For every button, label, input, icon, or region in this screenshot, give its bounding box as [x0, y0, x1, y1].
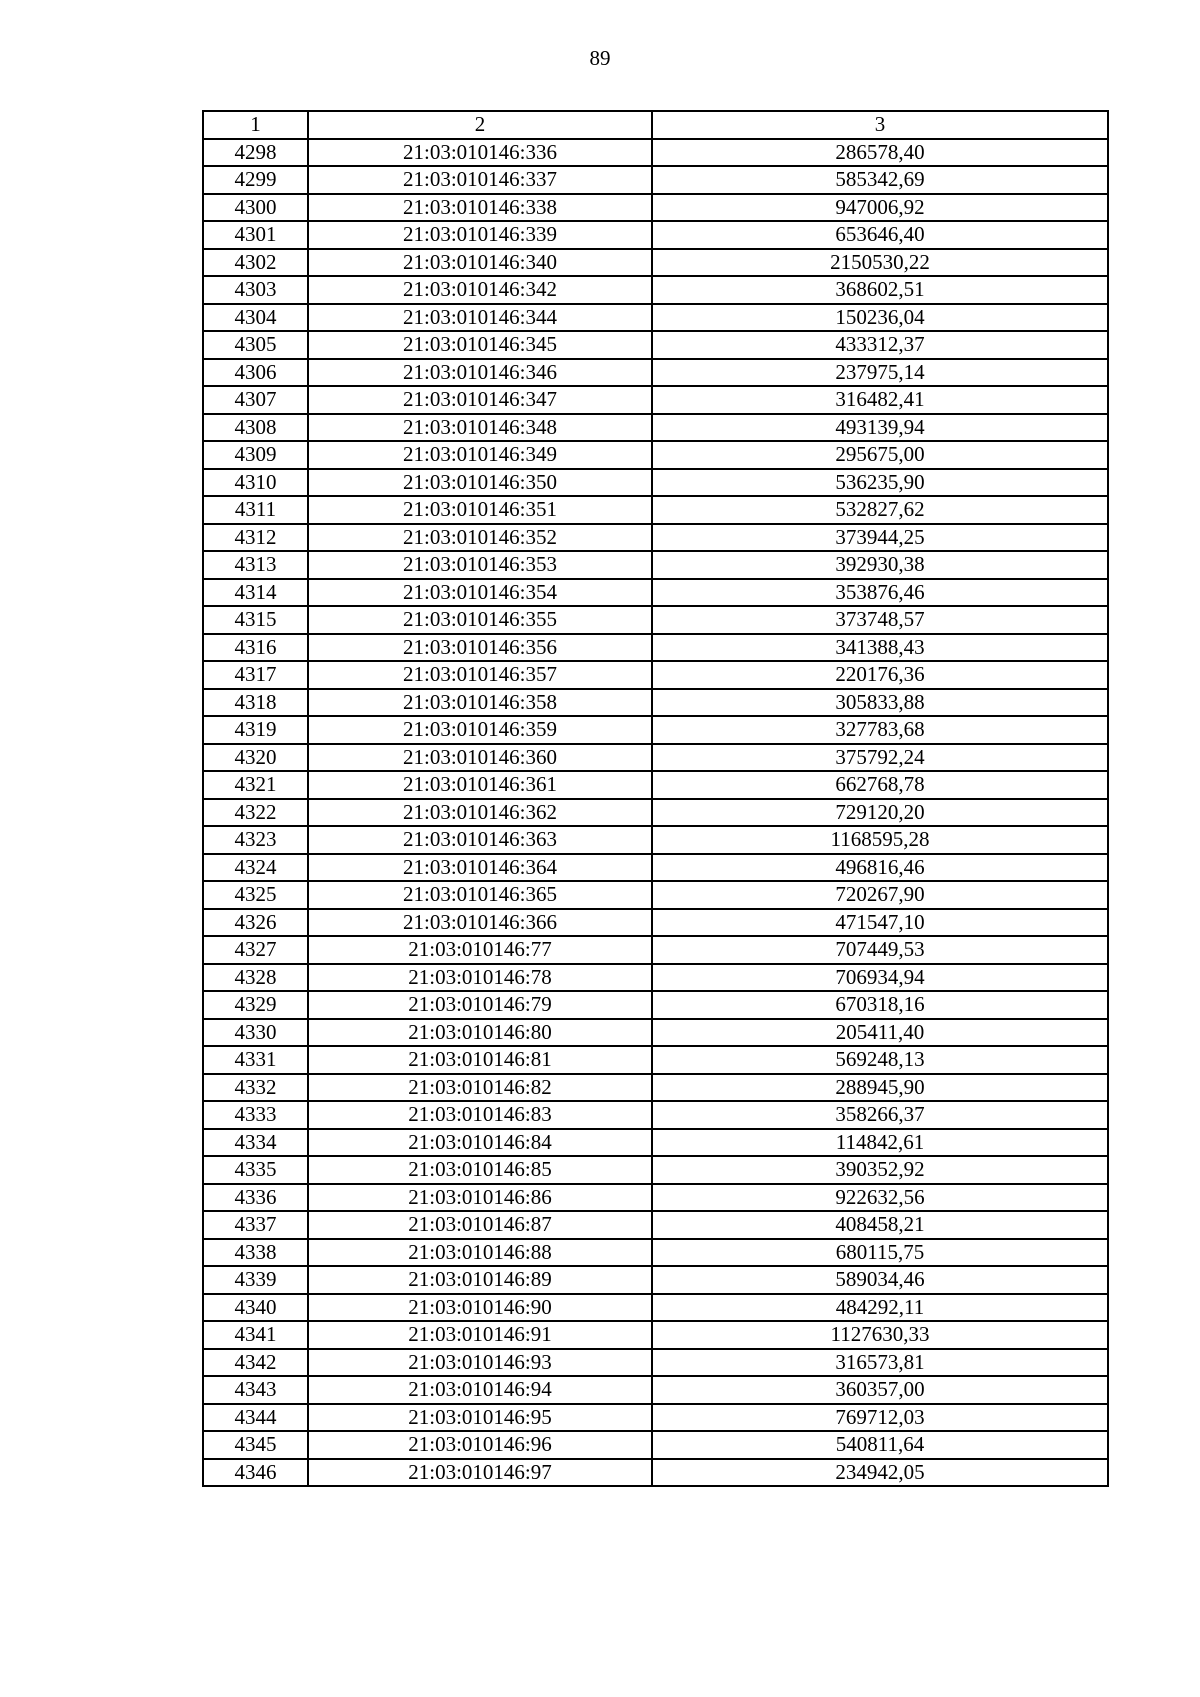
cadastral-number-cell: 21:03:010146:348 — [308, 414, 652, 442]
cadastral-number-cell: 21:03:010146:90 — [308, 1294, 652, 1322]
table-row — [203, 469, 1108, 497]
cadastral-number-cell: 21:03:010146:364 — [308, 854, 652, 882]
table-row — [203, 1239, 1108, 1267]
cadastral-value-cell: 720267,90 — [652, 881, 1108, 909]
table-row — [203, 1376, 1108, 1404]
row-number-cell: 4338 — [203, 1239, 308, 1267]
row-number-cell: 4312 — [203, 524, 308, 552]
cadastral-value-cell: 353876,46 — [652, 579, 1108, 607]
row-number-cell: 4300 — [203, 194, 308, 222]
table-row — [203, 1321, 1108, 1349]
cadastral-value-cell: 234942,05 — [652, 1459, 1108, 1487]
cadastral-number-cell: 21:03:010146:345 — [308, 331, 652, 359]
row-number-cell: 4344 — [203, 1404, 308, 1432]
cadastral-value-cell: 729120,20 — [652, 799, 1108, 827]
row-number-cell: 4323 — [203, 826, 308, 854]
table-row — [203, 661, 1108, 689]
row-number-cell: 4339 — [203, 1266, 308, 1294]
table-row — [203, 606, 1108, 634]
table-row — [203, 1074, 1108, 1102]
cadastral-value-cell: 288945,90 — [652, 1074, 1108, 1102]
cadastral-number-cell: 21:03:010146:337 — [308, 166, 652, 194]
cadastral-value-cell: 286578,40 — [652, 139, 1108, 167]
row-number-cell: 4310 — [203, 469, 308, 497]
table-header-row — [203, 111, 1108, 139]
table-row — [203, 331, 1108, 359]
table-row — [203, 579, 1108, 607]
row-number-cell: 4302 — [203, 249, 308, 277]
table-row — [203, 1184, 1108, 1212]
cadastral-value-cell: 205411,40 — [652, 1019, 1108, 1047]
row-number-cell: 4341 — [203, 1321, 308, 1349]
cadastral-value-cell: 585342,69 — [652, 166, 1108, 194]
cadastral-value-cell: 662768,78 — [652, 771, 1108, 799]
cadastral-value-cell: 922632,56 — [652, 1184, 1108, 1212]
cadastral-number-cell: 21:03:010146:355 — [308, 606, 652, 634]
cadastral-value-cell: 1168595,28 — [652, 826, 1108, 854]
cadastral-value-cell: 408458,21 — [652, 1211, 1108, 1239]
table-row — [203, 1101, 1108, 1129]
row-number-cell: 4328 — [203, 964, 308, 992]
row-number-cell: 4327 — [203, 936, 308, 964]
cadastral-number-cell: 21:03:010146:365 — [308, 881, 652, 909]
cadastral-value-cell: 237975,14 — [652, 359, 1108, 387]
table-row — [203, 716, 1108, 744]
row-number-cell: 4319 — [203, 716, 308, 744]
cadastral-value-cell: 358266,37 — [652, 1101, 1108, 1129]
cadastral-value-cell: 373944,25 — [652, 524, 1108, 552]
cadastral-number-cell: 21:03:010146:351 — [308, 496, 652, 524]
table-row — [203, 414, 1108, 442]
cadastral-number-cell: 21:03:010146:84 — [308, 1129, 652, 1157]
cadastral-value-cell: 493139,94 — [652, 414, 1108, 442]
row-number-cell: 4334 — [203, 1129, 308, 1157]
table-row — [203, 1294, 1108, 1322]
cadastral-number-cell: 21:03:010146:354 — [308, 579, 652, 607]
table-row — [203, 771, 1108, 799]
table-row — [203, 744, 1108, 772]
table-row — [203, 496, 1108, 524]
row-number-cell: 4342 — [203, 1349, 308, 1377]
table-row — [203, 1211, 1108, 1239]
row-number-cell: 4308 — [203, 414, 308, 442]
cadastral-value-cell: 589034,46 — [652, 1266, 1108, 1294]
cadastral-value-cell: 706934,94 — [652, 964, 1108, 992]
row-number-cell: 4313 — [203, 551, 308, 579]
cadastral-number-cell: 21:03:010146:342 — [308, 276, 652, 304]
row-number-cell: 4299 — [203, 166, 308, 194]
cadastral-value-cell: 316573,81 — [652, 1349, 1108, 1377]
cadastral-number-cell: 21:03:010146:349 — [308, 441, 652, 469]
cadastral-value-cell: 496816,46 — [652, 854, 1108, 882]
row-number-cell: 4330 — [203, 1019, 308, 1047]
table-row — [203, 1431, 1108, 1459]
cadastral-number-cell: 21:03:010146:363 — [308, 826, 652, 854]
cadastral-number-cell: 21:03:010146:95 — [308, 1404, 652, 1432]
row-number-cell: 4303 — [203, 276, 308, 304]
cadastral-value-cell: 295675,00 — [652, 441, 1108, 469]
cadastral-value-cell: 471547,10 — [652, 909, 1108, 937]
cadastral-value-cell: 670318,16 — [652, 991, 1108, 1019]
cadastral-value-cell: 680115,75 — [652, 1239, 1108, 1267]
cadastral-value-cell: 540811,64 — [652, 1431, 1108, 1459]
row-number-cell: 4333 — [203, 1101, 308, 1129]
table-row — [203, 1266, 1108, 1294]
cadastral-number-cell: 21:03:010146:350 — [308, 469, 652, 497]
row-number-cell: 4325 — [203, 881, 308, 909]
cadastral-number-cell: 21:03:010146:338 — [308, 194, 652, 222]
cadastral-number-cell: 21:03:010146:79 — [308, 991, 652, 1019]
row-number-cell: 4307 — [203, 386, 308, 414]
row-number-cell: 4321 — [203, 771, 308, 799]
table-row — [203, 1046, 1108, 1074]
cadastral-number-cell: 21:03:010146:97 — [308, 1459, 652, 1487]
table-row — [203, 139, 1108, 167]
table-row — [203, 936, 1108, 964]
table-row — [203, 799, 1108, 827]
cadastral-number-cell: 21:03:010146:77 — [308, 936, 652, 964]
row-number-cell: 4337 — [203, 1211, 308, 1239]
cadastral-number-cell: 21:03:010146:340 — [308, 249, 652, 277]
row-number-cell: 4314 — [203, 579, 308, 607]
cadastral-value-cell: 433312,37 — [652, 331, 1108, 359]
column-header: 1 — [203, 111, 308, 139]
table-row — [203, 1019, 1108, 1047]
cadastral-number-cell: 21:03:010146:362 — [308, 799, 652, 827]
table-row — [203, 1129, 1108, 1157]
cadastral-number-cell: 21:03:010146:85 — [308, 1156, 652, 1184]
table-row — [203, 854, 1108, 882]
row-number-cell: 4332 — [203, 1074, 308, 1102]
table-row — [203, 1349, 1108, 1377]
row-number-cell: 4320 — [203, 744, 308, 772]
cadastral-value-cell: 1127630,33 — [652, 1321, 1108, 1349]
table-row — [203, 881, 1108, 909]
cadastral-number-cell: 21:03:010146:83 — [308, 1101, 652, 1129]
table-row — [203, 441, 1108, 469]
cadastral-value-cell: 2150530,22 — [652, 249, 1108, 277]
cadastral-number-cell: 21:03:010146:356 — [308, 634, 652, 662]
table-row — [203, 166, 1108, 194]
row-number-cell: 4306 — [203, 359, 308, 387]
cadastral-number-cell: 21:03:010146:93 — [308, 1349, 652, 1377]
row-number-cell: 4311 — [203, 496, 308, 524]
row-number-cell: 4336 — [203, 1184, 308, 1212]
cadastral-number-cell: 21:03:010146:357 — [308, 661, 652, 689]
cadastral-number-cell: 21:03:010146:344 — [308, 304, 652, 332]
row-number-cell: 4315 — [203, 606, 308, 634]
column-header: 2 — [308, 111, 652, 139]
cadastral-value-cell: 390352,92 — [652, 1156, 1108, 1184]
row-number-cell: 4305 — [203, 331, 308, 359]
cadastral-number-cell: 21:03:010146:336 — [308, 139, 652, 167]
cadastral-value-cell: 484292,11 — [652, 1294, 1108, 1322]
cadastral-number-cell: 21:03:010146:88 — [308, 1239, 652, 1267]
row-number-cell: 4324 — [203, 854, 308, 882]
cadastral-value-cell: 707449,53 — [652, 936, 1108, 964]
table-row — [203, 221, 1108, 249]
cadastral-value-cell: 368602,51 — [652, 276, 1108, 304]
row-number-cell: 4322 — [203, 799, 308, 827]
table-row — [203, 551, 1108, 579]
table-body — [203, 139, 1108, 1487]
table-row — [203, 1156, 1108, 1184]
page-number: 89 — [589, 46, 611, 70]
cadastral-number-cell: 21:03:010146:346 — [308, 359, 652, 387]
cadastral-value-cell: 375792,24 — [652, 744, 1108, 772]
table-row — [203, 194, 1108, 222]
cadastral-number-cell: 21:03:010146:339 — [308, 221, 652, 249]
row-number-cell: 4301 — [203, 221, 308, 249]
cadastral-number-cell: 21:03:010146:78 — [308, 964, 652, 992]
table-row — [203, 359, 1108, 387]
row-number-cell: 4316 — [203, 634, 308, 662]
cadastral-value-table — [202, 110, 1109, 1487]
table-row — [203, 276, 1108, 304]
row-number-cell: 4318 — [203, 689, 308, 717]
cadastral-number-cell: 21:03:010146:91 — [308, 1321, 652, 1349]
table-row — [203, 1459, 1108, 1487]
row-number-cell: 4343 — [203, 1376, 308, 1404]
table-row — [203, 826, 1108, 854]
cadastral-number-cell: 21:03:010146:89 — [308, 1266, 652, 1294]
cadastral-number-cell: 21:03:010146:87 — [308, 1211, 652, 1239]
cadastral-value-cell: 532827,62 — [652, 496, 1108, 524]
row-number-cell: 4317 — [203, 661, 308, 689]
table-row — [203, 909, 1108, 937]
cadastral-value-cell: 373748,57 — [652, 606, 1108, 634]
cadastral-value-cell: 305833,88 — [652, 689, 1108, 717]
table-row — [203, 524, 1108, 552]
row-number-cell: 4335 — [203, 1156, 308, 1184]
table-row — [203, 964, 1108, 992]
cadastral-value-cell: 220176,36 — [652, 661, 1108, 689]
cadastral-number-cell: 21:03:010146:353 — [308, 551, 652, 579]
table-row — [203, 991, 1108, 1019]
cadastral-value-cell: 536235,90 — [652, 469, 1108, 497]
cadastral-value-cell: 769712,03 — [652, 1404, 1108, 1432]
row-number-cell: 4298 — [203, 139, 308, 167]
cadastral-number-cell: 21:03:010146:82 — [308, 1074, 652, 1102]
cadastral-number-cell: 21:03:010146:96 — [308, 1431, 652, 1459]
row-number-cell: 4309 — [203, 441, 308, 469]
cadastral-value-cell: 569248,13 — [652, 1046, 1108, 1074]
row-number-cell: 4326 — [203, 909, 308, 937]
cadastral-value-cell: 392930,38 — [652, 551, 1108, 579]
table-row — [203, 634, 1108, 662]
row-number-cell: 4331 — [203, 1046, 308, 1074]
cadastral-value-cell: 341388,43 — [652, 634, 1108, 662]
cadastral-number-cell: 21:03:010146:360 — [308, 744, 652, 772]
cadastral-value-cell: 653646,40 — [652, 221, 1108, 249]
cadastral-number-cell: 21:03:010146:358 — [308, 689, 652, 717]
column-header: 3 — [652, 111, 1108, 139]
table-row — [203, 1404, 1108, 1432]
cadastral-number-cell: 21:03:010146:86 — [308, 1184, 652, 1212]
table-row — [203, 689, 1108, 717]
cadastral-number-cell: 21:03:010146:80 — [308, 1019, 652, 1047]
cadastral-value-cell: 316482,41 — [652, 386, 1108, 414]
cadastral-number-cell: 21:03:010146:361 — [308, 771, 652, 799]
row-number-cell: 4340 — [203, 1294, 308, 1322]
table-row — [203, 304, 1108, 332]
row-number-cell: 4345 — [203, 1431, 308, 1459]
cadastral-number-cell: 21:03:010146:352 — [308, 524, 652, 552]
cadastral-number-cell: 21:03:010146:94 — [308, 1376, 652, 1404]
row-number-cell: 4329 — [203, 991, 308, 1019]
cadastral-number-cell: 21:03:010146:347 — [308, 386, 652, 414]
cadastral-value-cell: 327783,68 — [652, 716, 1108, 744]
cadastral-value-cell: 150236,04 — [652, 304, 1108, 332]
row-number-cell: 4304 — [203, 304, 308, 332]
cadastral-value-cell: 360357,00 — [652, 1376, 1108, 1404]
table-row — [203, 386, 1108, 414]
cadastral-number-cell: 21:03:010146:81 — [308, 1046, 652, 1074]
cadastral-value-cell: 947006,92 — [652, 194, 1108, 222]
cadastral-number-cell: 21:03:010146:366 — [308, 909, 652, 937]
row-number-cell: 4346 — [203, 1459, 308, 1487]
cadastral-number-cell: 21:03:010146:359 — [308, 716, 652, 744]
cadastral-value-cell: 114842,61 — [652, 1129, 1108, 1157]
table-row — [203, 249, 1108, 277]
